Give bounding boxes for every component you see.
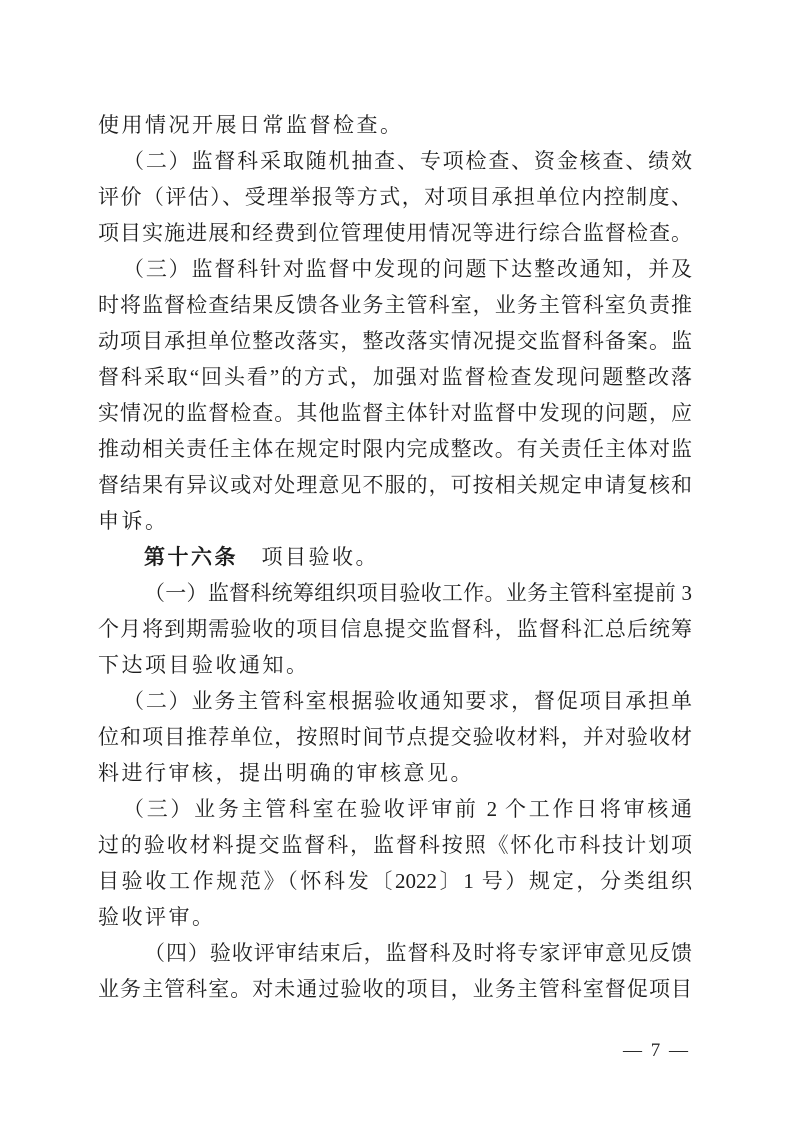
article-number: 第十六条 (144, 545, 238, 569)
text-line: 实情况的监督检查。其他监督主体针对监督中发现的问题，应 (98, 401, 692, 425)
text-line: 申诉。 (98, 509, 169, 533)
text-line: （一）监督科统筹组织项目验收工作。业务主管科室提前 3 (144, 581, 692, 605)
document-text-block (98, 107, 692, 1007)
text-line: 业务主管科室。对未通过验收的项目，业务主管科室督促项目 (98, 977, 692, 1001)
text-line: 时将监督检查结果反馈各业务主管科室，业务主管科室负责推 (98, 293, 692, 317)
text-line: 评价（评估）、受理举报等方式，对项目承担单位内控制度、 (98, 185, 692, 209)
text-line: 过的验收材料提交监督科，监督科按照《怀化市科技计划项 (98, 833, 692, 857)
text-line: 动项目承担单位整改落实，整改落实情况提交监督科备案。监 (98, 329, 692, 353)
text-line: 推动相关责任主体在规定时限内完成整改。有关责任主体对监 (98, 437, 692, 461)
text-line: 使用情况开展日常监督检查。 (98, 113, 404, 137)
text-line: 督科采取“回头看”的方式，加强对监督检查发现问题整改落 (98, 365, 692, 389)
text-line: 个月将到期需验收的项目信息提交监督科，监督科汇总后统筹 (98, 617, 692, 641)
text-line: 目验收工作规范》（怀科发〔2022〕1 号）规定，分类组织 (98, 869, 692, 893)
article-title: 项目验收。 (238, 545, 379, 569)
text-line: （四）验收评审结束后，监督科及时将专家评审意见反馈 (144, 941, 692, 965)
text-line: 验收评审。 (98, 905, 216, 929)
text-line: （二）监督科采取随机抽查、专项检查、资金核查、绩效 (123, 149, 692, 173)
text-line: 项目实施进展和经费到位管理使用情况等进行综合监督检查。 (98, 221, 692, 245)
page-number: — 7 — (623, 1040, 690, 1061)
text-line: 督结果有异议或对处理意见不服的，可按相关规定申请复核和 (98, 473, 692, 497)
text-line: （二）业务主管科室根据验收通知要求，督促项目承担单 (123, 689, 692, 713)
text-line: 下达项目验收通知。 (98, 653, 310, 677)
text-line: 位和项目推荐单位，按照时间节点提交验收材料，并对验收材 (98, 725, 692, 749)
text-line (98, 539, 692, 575)
text-line: 料进行审核，提出明确的审核意见。 (98, 761, 474, 785)
text-line: （三）监督科针对监督中发现的问题下达整改通知，并及 (123, 257, 692, 281)
text-line: （三）业务主管科室在验收评审前 2 个工作日将审核通 (123, 797, 692, 821)
